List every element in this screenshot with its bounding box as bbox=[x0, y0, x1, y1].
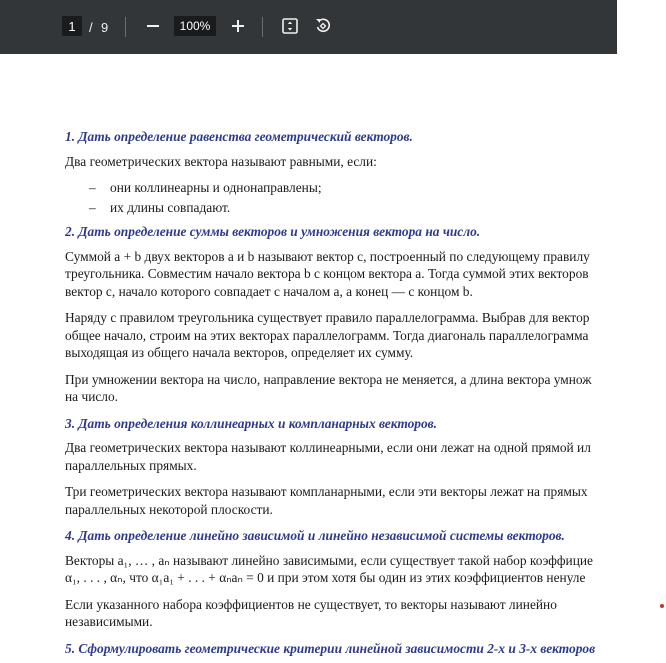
text-line: Векторы a₁, … , aₙ называют линейно зависимыми, если существует такой набор коэффицие bbox=[65, 552, 593, 568]
paragraph bbox=[65, 371, 617, 406]
list-item bbox=[65, 179, 617, 197]
minus-icon bbox=[146, 19, 160, 33]
paragraph bbox=[65, 439, 617, 474]
text-line: α₁, . . . , αₙ, что α₁a₁ + . . . + αₙaₙ = 0 и при этом хотя бы один из этих коэффициентов ненуле bbox=[65, 570, 586, 585]
current-page-input[interactable]: 1 bbox=[62, 16, 82, 36]
question-heading: 5. Сформулировать геометрические критерии линейной зависимости 2-х и 3-х векторов bbox=[65, 640, 596, 656]
paragraph bbox=[65, 483, 617, 518]
text-line: Три геометрических вектора называют компланарными, если эти векторы лежат на прямых bbox=[65, 484, 588, 499]
text-line: Два геометрических вектора называют коллинеарными, если они лежат на одной прямой ил bbox=[65, 440, 591, 455]
list-dash: – bbox=[89, 199, 96, 215]
text-line: параллельных некоторой плоскости. bbox=[65, 501, 273, 517]
text-line: независимыми. bbox=[65, 614, 153, 629]
paragraph bbox=[65, 596, 617, 631]
viewer-side-margin bbox=[617, 0, 666, 663]
question-heading: 1. Дать определение равенства геометрический векторов. bbox=[65, 129, 413, 144]
plus-icon bbox=[231, 19, 245, 33]
zoom-in-button[interactable] bbox=[226, 14, 250, 38]
total-pages: 9 bbox=[101, 19, 109, 35]
pdf-page bbox=[0, 54, 617, 663]
text-line: на число. bbox=[65, 389, 119, 404]
list-item-text: они коллинеарны и однонаправлены; bbox=[110, 180, 322, 195]
zoom-out-button[interactable] bbox=[141, 14, 165, 38]
toolbar-divider bbox=[262, 17, 263, 37]
text-line: Если указанного набора коэффициентов не существует, то векторы называют линейно bbox=[65, 596, 557, 612]
text-line: вектор c, начало которого совпадает с началом a, а конец — с концом b. bbox=[65, 283, 473, 299]
text-line: параллельных прямых. bbox=[65, 457, 197, 473]
text-line: Наряду с правилом треугольника существует правило параллелограмма. Выбрав для вектор bbox=[65, 310, 590, 325]
paragraph bbox=[65, 248, 617, 301]
toolbar-divider bbox=[125, 17, 126, 37]
edge-marker bbox=[660, 604, 664, 608]
question-heading: 3. Дать определения коллинеарных и компланарных векторов. bbox=[65, 415, 438, 431]
fit-page-button[interactable] bbox=[278, 14, 302, 38]
paragraph: Два геометрических вектора называют равными, если: bbox=[65, 153, 377, 169]
pdf-toolbar bbox=[0, 0, 617, 54]
list-item-text: их длины совпадают. bbox=[110, 199, 231, 215]
page-separator: / bbox=[89, 19, 93, 35]
rotate-button[interactable] bbox=[311, 14, 335, 38]
question-heading: 2. Дать определение суммы векторов и умножения вектора на число. bbox=[65, 224, 481, 239]
paragraph bbox=[65, 309, 617, 362]
fit-page-icon bbox=[281, 17, 299, 35]
list-item bbox=[65, 199, 617, 217]
text-line: треугольника. Совместим начало вектора b с концом вектора a. Тогда суммой этих векторов bbox=[65, 266, 589, 281]
text-line: общее начало, строим на этих векторах параллелограмм. Тогда диагональ параллелограмма bbox=[65, 327, 589, 343]
text-line: Суммой a + b двух векторов a и b называют вектор c, построенный по следующему правилу bbox=[65, 248, 590, 264]
page-content bbox=[65, 128, 617, 663]
rotate-icon bbox=[314, 17, 332, 35]
text-line: При умножении вектора на число, направление вектора не меняется, а длина вектора умнож bbox=[65, 371, 592, 387]
list-dash: – bbox=[89, 180, 96, 195]
text-line: выходящая из общего начала векторов, определяет их сумму. bbox=[65, 345, 414, 360]
zoom-level-input[interactable]: 100% bbox=[174, 16, 216, 36]
question-heading: 4. Дать определение линейно зависимой и линейно независимой системы векторов. bbox=[65, 528, 565, 543]
paragraph bbox=[65, 552, 617, 587]
